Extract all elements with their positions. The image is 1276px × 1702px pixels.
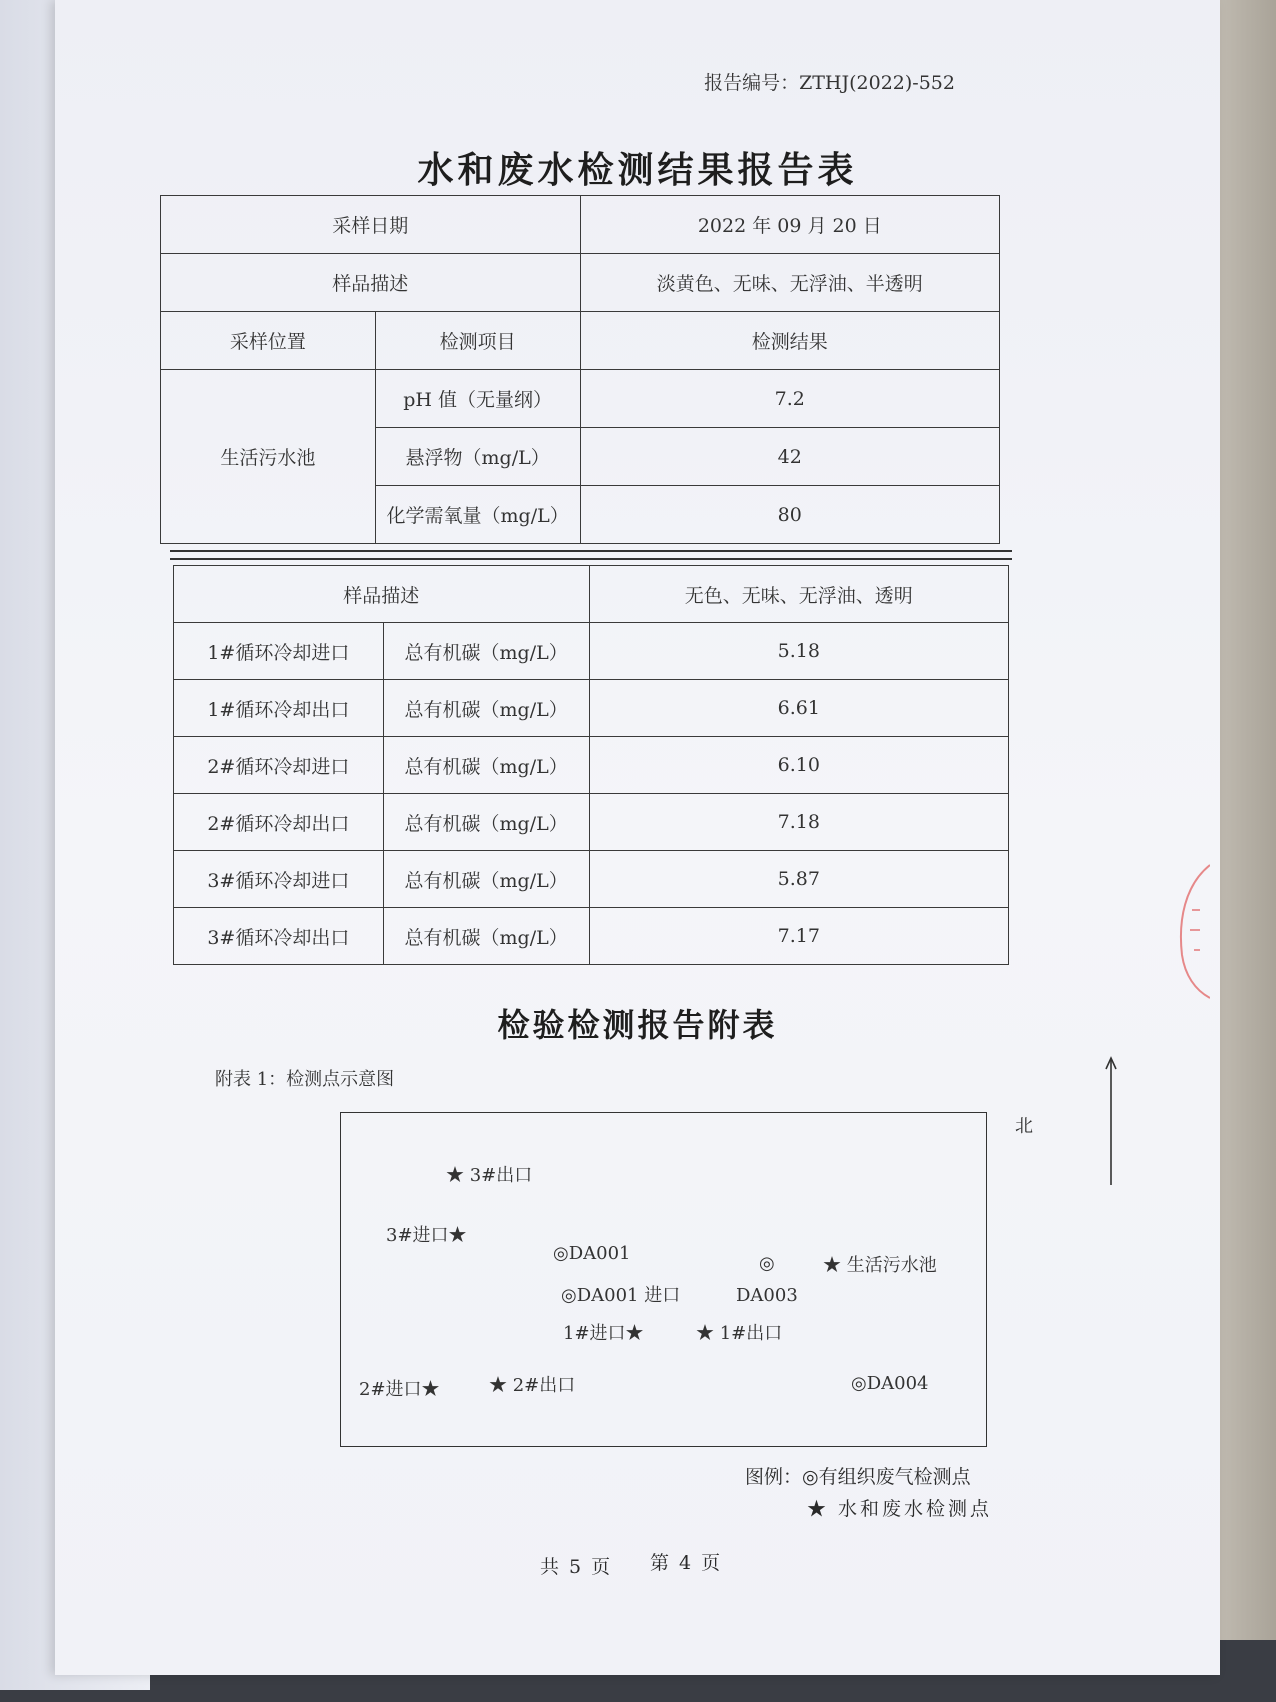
sample-desc-value: 无色、无味、无浮油、透明 xyxy=(589,566,1008,623)
legend-gas: 图例：◎有组织废气检测点 xyxy=(745,1466,971,1488)
report-page xyxy=(55,0,1220,1675)
point-da001-inlet: ◎DA001 进口 xyxy=(561,1285,681,1306)
item-cell: 总有机碳（mg/L） xyxy=(383,680,589,737)
result-cell: 80 xyxy=(580,486,999,544)
results-table-2 xyxy=(173,565,1009,965)
point-da001: ◎DA001 xyxy=(553,1243,631,1264)
result-cell: 7.2 xyxy=(580,370,999,428)
result-cell: 7.17 xyxy=(589,908,1008,965)
col-header-item: 检测项目 xyxy=(375,312,580,370)
location-cell: 生活污水池 xyxy=(161,370,376,544)
table-row xyxy=(174,908,1009,965)
table-header-row xyxy=(161,312,1000,370)
location-cell: 2#循环冷却出口 xyxy=(174,794,384,851)
sample-desc-label: 样品描述 xyxy=(174,566,590,623)
item-cell: 化学需氧量（mg/L） xyxy=(375,486,580,544)
point-sewage-pool: ★ 生活污水池 xyxy=(823,1255,937,1276)
point-da003-label: DA003 xyxy=(736,1285,798,1306)
point-2-outlet: ★ 2#出口 xyxy=(489,1375,576,1396)
sample-desc-value: 淡黄色、无味、无浮油、半透明 xyxy=(580,254,999,312)
table-row xyxy=(174,794,1009,851)
results-table-1 xyxy=(160,195,1000,544)
page-total: 共 5 页 xyxy=(540,1556,613,1578)
location-cell: 1#循环冷却出口 xyxy=(174,680,384,737)
table-row xyxy=(174,851,1009,908)
item-cell: 总有机碳（mg/L） xyxy=(383,794,589,851)
sample-desc-label: 样品描述 xyxy=(161,254,581,312)
location-cell: 3#循环冷却进口 xyxy=(174,851,384,908)
table-row xyxy=(161,254,1000,312)
point-da004: ◎DA004 xyxy=(851,1373,929,1394)
table-row xyxy=(161,370,1000,428)
report-number: 报告编号：ZTHJ(2022)-552 xyxy=(704,72,955,94)
location-cell: 3#循环冷却出口 xyxy=(174,908,384,965)
result-cell: 7.18 xyxy=(589,794,1008,851)
location-cell: 1#循环冷却进口 xyxy=(174,623,384,680)
page-title: 水和废水检测结果报告表 xyxy=(417,149,858,191)
sampling-date-label: 采样日期 xyxy=(161,196,581,254)
annex-caption: 附表 1：检测点示意图 xyxy=(215,1069,395,1090)
col-header-result: 检测结果 xyxy=(580,312,999,370)
item-cell: pH 值（无量纲） xyxy=(375,370,580,428)
legend-water: ★ 水和废水检测点 xyxy=(807,1498,993,1520)
item-cell: 总有机碳（mg/L） xyxy=(383,623,589,680)
table-row xyxy=(174,623,1009,680)
table-row xyxy=(174,566,1009,623)
point-1-inlet: 1#进口★ xyxy=(563,1323,644,1344)
point-1-outlet: ★ 1#出口 xyxy=(696,1323,783,1344)
table-row xyxy=(174,680,1009,737)
point-da003-marker: ◎ xyxy=(759,1253,775,1274)
result-cell: 5.18 xyxy=(589,623,1008,680)
north-arrow-icon xyxy=(1105,1055,1117,1185)
point-2-inlet: 2#进口★ xyxy=(359,1379,440,1400)
item-cell: 总有机碳（mg/L） xyxy=(383,737,589,794)
page-number: 第 4 页 xyxy=(650,1552,723,1574)
item-cell: 悬浮物（mg/L） xyxy=(375,428,580,486)
result-cell: 6.61 xyxy=(589,680,1008,737)
monitoring-point-map xyxy=(340,1112,987,1447)
point-3-inlet: 3#进口★ xyxy=(386,1225,467,1246)
table-row xyxy=(174,737,1009,794)
north-label: 北 xyxy=(1015,1116,1033,1137)
point-3-outlet: ★ 3#出口 xyxy=(446,1165,533,1186)
red-seal-fragment xyxy=(1170,860,1210,1000)
location-cell: 2#循环冷却进口 xyxy=(174,737,384,794)
sampling-date-value: 2022 年 09 月 20 日 xyxy=(580,196,999,254)
item-cell: 总有机碳（mg/L） xyxy=(383,851,589,908)
item-cell: 总有机碳（mg/L） xyxy=(383,908,589,965)
section-divider xyxy=(170,550,1012,560)
result-cell: 5.87 xyxy=(589,851,1008,908)
annex-title: 检验检测报告附表 xyxy=(497,1006,778,1044)
result-cell: 42 xyxy=(580,428,999,486)
col-header-location: 采样位置 xyxy=(161,312,376,370)
table-row xyxy=(161,196,1000,254)
result-cell: 6.10 xyxy=(589,737,1008,794)
